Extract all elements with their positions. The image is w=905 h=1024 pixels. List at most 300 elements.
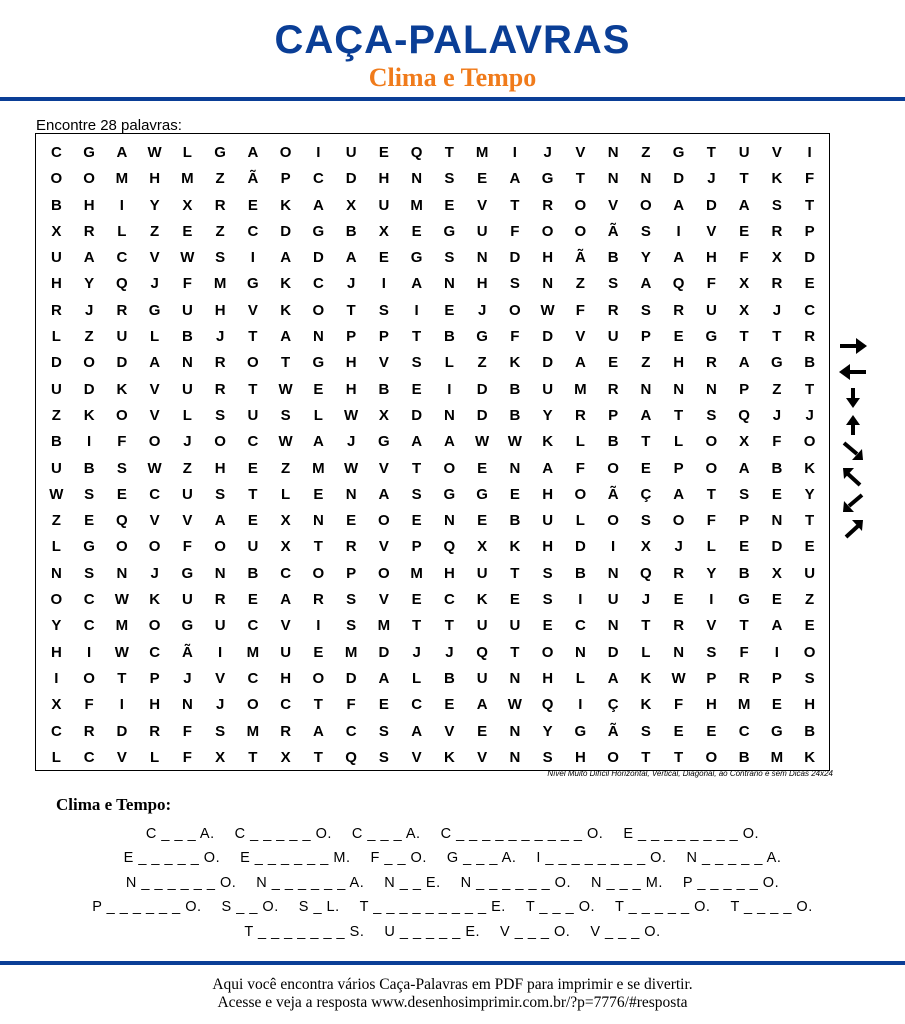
grid-letter: K xyxy=(280,301,292,319)
grid-letter: N xyxy=(771,512,783,530)
grid-letter: R xyxy=(116,301,128,319)
grid-letter: F xyxy=(706,512,716,530)
grid-letter: H xyxy=(542,538,554,556)
clue-word: T _ _ _ _ _ _ _ _ _ E. xyxy=(359,899,506,916)
grid-letter: I xyxy=(709,591,714,609)
grid-letter: Ã xyxy=(607,222,619,240)
grid-letter: X xyxy=(378,406,389,424)
grid-letter: J xyxy=(543,144,552,161)
grid-letter: R xyxy=(214,196,226,214)
grid-letter: F xyxy=(706,275,716,293)
grid-letter: D xyxy=(411,406,423,424)
grid-letter: H xyxy=(542,669,554,687)
difficulty-note: Nível Muito Difícil Horizontal, Vertical, Diagonal, ao Contrário e sem Dicas 24x24 xyxy=(547,769,833,778)
grid-letter: F xyxy=(805,170,815,188)
grid-letter: G xyxy=(410,249,423,267)
grid-letter: W xyxy=(49,485,64,503)
grid-letter: M xyxy=(181,170,194,188)
grid-letter: R xyxy=(705,354,717,372)
grid-letter: D xyxy=(705,196,717,214)
grid-letter: N xyxy=(509,669,521,687)
grid-letter: U xyxy=(181,380,193,398)
grid-letter: I xyxy=(414,301,419,319)
grid-letter: O xyxy=(214,433,226,451)
grid-letter: E xyxy=(247,459,258,477)
grid-letter: R xyxy=(280,722,292,740)
grid-letter: A xyxy=(443,433,455,451)
grid-letter: X xyxy=(640,538,651,556)
clue-list xyxy=(0,822,905,944)
grid-letter: B xyxy=(181,328,193,346)
grid-letter: T xyxy=(674,406,684,424)
grid-letter: Y xyxy=(149,196,160,214)
grid-letter: U xyxy=(738,144,750,161)
grid-letter: E xyxy=(411,222,422,240)
grid-letter: F xyxy=(674,696,684,714)
grid-letter: M xyxy=(344,643,358,661)
grid-letter: S xyxy=(608,275,619,293)
grid-letter: O xyxy=(574,222,587,240)
grid-letter: T xyxy=(248,328,258,346)
grid-letter: K xyxy=(116,380,128,398)
grid-letter: K xyxy=(509,354,521,372)
grid-letter: W xyxy=(475,433,490,451)
grid-letter: S xyxy=(640,222,651,240)
grid-letter: K xyxy=(280,196,292,214)
grid-letter: C xyxy=(247,617,259,635)
grid-letter: E xyxy=(411,591,422,609)
grid-letter: O xyxy=(247,696,259,714)
grid-letter: K xyxy=(771,170,783,188)
grid-letter: H xyxy=(542,485,554,503)
grid-letter: C xyxy=(83,617,95,635)
grid-letter: G xyxy=(672,144,685,161)
grid-letter: R xyxy=(214,380,226,398)
grid-letter: D xyxy=(83,380,95,398)
grid-letter: C xyxy=(804,301,816,319)
grid-letter: E xyxy=(477,170,488,188)
grid-letter: M xyxy=(213,275,227,293)
grid-letter: S xyxy=(444,170,455,188)
grid-letter: X xyxy=(51,222,62,240)
grid-letter: N xyxy=(607,170,619,188)
grid-letter: V xyxy=(215,669,226,687)
grid-letter: U xyxy=(542,512,554,530)
arrow-up-right-icon xyxy=(838,519,868,539)
grid-letter: N xyxy=(542,275,554,293)
grid-letter: X xyxy=(739,433,750,451)
grid-letter: U xyxy=(705,301,717,319)
grid-letter: X xyxy=(280,748,291,766)
grid-letter: C xyxy=(280,564,292,582)
grid-letter: J xyxy=(84,301,94,319)
grid-letter: D xyxy=(116,722,128,740)
grid-letter: O xyxy=(83,354,95,372)
grid-letter: Q xyxy=(116,275,128,293)
grid-letter: D xyxy=(312,249,324,267)
grid-letter: J xyxy=(150,564,159,582)
arrow-up-icon xyxy=(838,415,868,435)
grid-letter: T xyxy=(510,643,520,661)
grid-letter: N xyxy=(443,406,455,424)
grid-letter: Q xyxy=(410,144,423,161)
grid-letter: H xyxy=(149,696,161,714)
grid-letter: J xyxy=(707,170,716,188)
grid-letter: V xyxy=(771,144,782,161)
grid-letter: N xyxy=(509,748,521,766)
grid-letter: C xyxy=(443,591,455,609)
grid-letter: L xyxy=(117,222,127,240)
grid-letter: T xyxy=(510,196,520,214)
grid-letter: A xyxy=(247,144,259,161)
grid-letter: T xyxy=(805,196,815,214)
grid-letter: A xyxy=(378,669,390,687)
grid-letter: W xyxy=(540,301,555,319)
grid-letter: R xyxy=(542,196,554,214)
grid-letter: T xyxy=(510,564,520,582)
clue-word: P _ _ _ _ _ _ O. xyxy=(92,899,202,916)
grid-letter: X xyxy=(182,196,193,214)
footer-line-1: Aqui você encontra vários Caça-Palavras em PDF para imprimir e se divertir. xyxy=(212,976,693,993)
grid-letter: H xyxy=(804,696,816,714)
grid-letter: T xyxy=(575,170,585,188)
grid-letter: I xyxy=(218,643,223,661)
grid-letter: U xyxy=(214,617,226,635)
grid-letter: L xyxy=(575,433,585,451)
grid-letter: S xyxy=(739,485,750,503)
grid-letter: H xyxy=(673,354,685,372)
grid-letter: Z xyxy=(805,591,815,609)
grid-letter: N xyxy=(443,512,455,530)
grid-letter: F xyxy=(772,433,782,451)
grid-letter: R xyxy=(345,538,357,556)
grid-letter: P xyxy=(804,222,815,240)
grid-letter: I xyxy=(119,696,124,714)
grid-letter: T xyxy=(412,617,422,635)
clue-word: N _ _ _ _ _ _ A. xyxy=(256,874,365,891)
grid-letter: O xyxy=(279,144,292,161)
clue-word: S _ _ O. xyxy=(221,899,279,916)
grid-letter: E xyxy=(804,275,815,293)
grid-letter: Q xyxy=(345,748,357,766)
grid-letter: O xyxy=(607,459,619,477)
grid-letter: B xyxy=(804,722,816,740)
grid-letter: D xyxy=(345,669,357,687)
grid-letter: T xyxy=(313,696,323,714)
grid-letter: N xyxy=(312,328,324,346)
grid-letter: U xyxy=(50,249,62,267)
grid-letter: C xyxy=(83,591,95,609)
grid-letter: C xyxy=(50,144,62,161)
grid-letter: T xyxy=(805,512,815,530)
grid-letter: A xyxy=(738,354,750,372)
grid-letter: C xyxy=(574,617,586,635)
grid-letter: B xyxy=(574,564,586,582)
clue-word: I _ _ _ _ _ _ _ _ O. xyxy=(536,850,667,867)
grid-letter: A xyxy=(280,328,292,346)
grid-letter: U xyxy=(509,617,521,635)
grid-letter: K xyxy=(443,748,455,766)
grid-letter: N xyxy=(509,459,521,477)
grid-letter: V xyxy=(477,196,488,214)
grid-letter: D xyxy=(476,380,488,398)
grid-letter: N xyxy=(509,722,521,740)
grid-letter: S xyxy=(509,275,520,293)
grid-letter: S xyxy=(346,591,357,609)
grid-letter: X xyxy=(346,196,357,214)
grid-letter: O xyxy=(148,538,161,556)
direction-legend xyxy=(838,336,874,546)
grid-letter: E xyxy=(477,512,488,530)
grid-letter: T xyxy=(739,617,749,635)
grid-letter: F xyxy=(739,249,749,267)
grid-letter: A xyxy=(673,485,685,503)
grid-letter: X xyxy=(280,512,291,530)
grid-letter: M xyxy=(246,643,260,661)
grid-letter: U xyxy=(378,196,390,214)
grid-letter: I xyxy=(512,144,517,161)
grid-letter: O xyxy=(443,459,456,477)
grid-letter: W xyxy=(344,406,359,424)
grid-letter: D xyxy=(280,222,292,240)
grid-letter: E xyxy=(378,249,389,267)
grid-letter: M xyxy=(475,144,489,161)
grid-letter: M xyxy=(377,617,391,635)
grid-letter: H xyxy=(345,354,357,372)
grid-letter: J xyxy=(477,301,487,319)
grid-letter: E xyxy=(411,512,422,530)
grid-letter: N xyxy=(673,643,685,661)
clue-word: T _ _ _ _ _ _ _ S. xyxy=(244,923,365,940)
grid-letter: H xyxy=(280,669,292,687)
grid-letter: C xyxy=(247,222,259,240)
grid-letter: L xyxy=(150,328,160,346)
grid-letter: U xyxy=(345,144,357,161)
grid-letter: Q xyxy=(443,538,456,556)
grid-letter: F xyxy=(739,643,749,661)
grid-letter: E xyxy=(247,196,258,214)
grid-letter: W xyxy=(114,591,129,609)
grid-letter: R xyxy=(607,380,619,398)
grid-letter: R xyxy=(771,275,783,293)
clue-word: G _ _ _ A. xyxy=(446,850,517,867)
grid-letter: U xyxy=(280,643,292,661)
grid-letter: H xyxy=(50,275,62,293)
grid-letter: J xyxy=(772,301,782,319)
grid-letter: I xyxy=(87,643,92,661)
grid-letter: C xyxy=(116,249,128,267)
clue-word: E _ _ _ _ _ _ _ _ O. xyxy=(623,826,760,842)
grid-letter: L xyxy=(444,354,454,372)
grid-letter: D xyxy=(476,406,488,424)
page-title: CAÇA-PALAVRAS xyxy=(274,18,631,62)
grid-letter: E xyxy=(444,301,455,319)
grid-letter: L xyxy=(706,538,716,556)
grid-letter: C xyxy=(280,696,292,714)
clue-word: N _ _ E. xyxy=(384,874,441,891)
grid-letter: Z xyxy=(150,222,160,240)
grid-letter: L xyxy=(281,485,291,503)
grid-letter: N xyxy=(607,617,619,635)
grid-letter: J xyxy=(150,275,159,293)
grid-letter: T xyxy=(412,459,422,477)
grid-letter: S xyxy=(706,406,717,424)
clue-word: C _ _ _ _ _ _ _ _ _ _ O. xyxy=(440,826,604,842)
grid-letter: B xyxy=(345,222,357,240)
grid-letter: Ã xyxy=(607,485,619,503)
clue-line xyxy=(0,822,905,846)
grid-letter: R xyxy=(738,669,750,687)
grid-letter: E xyxy=(509,591,520,609)
grid-letter: F xyxy=(346,696,356,714)
grid-letter: X xyxy=(771,249,782,267)
grid-letter: S xyxy=(706,643,717,661)
grid-letter: P xyxy=(739,380,750,398)
grid-letter: C xyxy=(345,722,357,740)
grid-letter: V xyxy=(444,722,455,740)
grid-letter: O xyxy=(50,591,63,609)
grid-letter: J xyxy=(772,406,782,424)
grid-letter: D xyxy=(509,249,521,267)
grid-letter: E xyxy=(313,643,324,661)
grid-letter: Y xyxy=(84,275,95,293)
grid-letter: P xyxy=(739,512,750,530)
grid-letter: E xyxy=(247,512,258,530)
grid-letter: D xyxy=(804,249,816,267)
clue-line xyxy=(0,871,905,895)
grid-letter: A xyxy=(149,354,161,372)
grid-letter: O xyxy=(803,643,816,661)
arrow-down-icon xyxy=(838,388,868,408)
grid-letter: J xyxy=(674,538,683,556)
grid-letter: X xyxy=(771,564,782,582)
grid-letter: X xyxy=(280,538,291,556)
grid-letter: F xyxy=(575,301,585,319)
grid-letter: M xyxy=(246,722,260,740)
grid-letter: A xyxy=(345,249,357,267)
clue-word: N _ _ _ M. xyxy=(591,874,663,891)
grid-letter: W xyxy=(278,380,293,398)
grid-letter: B xyxy=(771,459,783,477)
grid-letter: S xyxy=(346,617,357,635)
grid-letter: Z xyxy=(281,459,291,477)
grid-letter: V xyxy=(608,196,619,214)
grid-letter: C xyxy=(247,433,259,451)
grid-letter: C xyxy=(247,669,259,687)
grid-letter: G xyxy=(378,433,390,451)
grid-letter: W xyxy=(114,643,129,661)
word-search-grid xyxy=(40,140,826,771)
grid-letter: R xyxy=(149,722,161,740)
grid-letter: U xyxy=(542,380,554,398)
grid-letter: L xyxy=(575,669,585,687)
grid-letter: O xyxy=(312,301,325,319)
grid-letter: P xyxy=(280,170,291,188)
grid-letter: J xyxy=(183,433,192,451)
grid-letter: U xyxy=(116,328,128,346)
grid-letter: N xyxy=(640,380,652,398)
grid-letter: Z xyxy=(182,459,192,477)
grid-letter: G xyxy=(83,144,95,161)
grid-letter: V xyxy=(149,249,160,267)
grid-letter: Y xyxy=(542,406,553,424)
grid-letter: T xyxy=(444,617,454,635)
grid-letter: F xyxy=(182,275,192,293)
grid-letter: O xyxy=(607,512,619,530)
grid-letter: T xyxy=(641,617,651,635)
grid-letter: S xyxy=(215,249,226,267)
grid-letter: W xyxy=(147,144,162,161)
grid-letter: E xyxy=(182,222,193,240)
grid-letter: K xyxy=(640,669,652,687)
grid-letter: I xyxy=(250,249,255,267)
grid-letter: Ã xyxy=(574,249,586,267)
instructions: Encontre 28 palavras: xyxy=(36,117,182,134)
grid-letter: B xyxy=(607,433,619,451)
grid-letter: Z xyxy=(51,512,61,530)
grid-letter: L xyxy=(51,538,61,556)
grid-letter: D xyxy=(542,354,554,372)
grid-letter: F xyxy=(510,328,520,346)
grid-letter: O xyxy=(148,433,161,451)
grid-letter: G xyxy=(541,170,554,188)
grid-letter: E xyxy=(477,459,488,477)
grid-letter: F xyxy=(182,748,192,766)
grid-letter: S xyxy=(378,722,389,740)
grid-letter: H xyxy=(574,748,586,766)
grid-letter: E xyxy=(444,196,455,214)
grid-letter: P xyxy=(378,328,389,346)
grid-letter: B xyxy=(83,459,95,477)
grid-letter: A xyxy=(509,170,521,188)
grid-letter: U xyxy=(181,485,193,503)
grid-letter: R xyxy=(50,301,62,319)
grid-letter: Y xyxy=(542,722,553,740)
grid-letter: S xyxy=(542,591,553,609)
grid-letter: T xyxy=(313,538,323,556)
grid-letter: O xyxy=(312,669,325,687)
grid-letter: I xyxy=(316,617,321,635)
grid-letter: E xyxy=(411,380,422,398)
grid-letter: K xyxy=(280,275,292,293)
grid-letter: E xyxy=(477,722,488,740)
grid-letter: W xyxy=(344,459,359,477)
grid-letter: S xyxy=(215,485,226,503)
grid-letter: Z xyxy=(477,354,487,372)
grid-letter: I xyxy=(807,144,812,161)
grid-letter: T xyxy=(346,301,356,319)
grid-letter: E xyxy=(313,485,324,503)
grid-letter: I xyxy=(87,433,92,451)
grid-letter: O xyxy=(83,170,95,188)
grid-letter: N xyxy=(574,643,586,661)
grid-letter: T xyxy=(739,328,749,346)
grid-letter: H xyxy=(149,170,161,188)
grid-letter: U xyxy=(476,222,488,240)
grid-letter: K xyxy=(476,591,488,609)
grid-letter: V xyxy=(280,617,291,635)
grid-letter: N xyxy=(640,170,652,188)
grid-letter: V xyxy=(706,222,717,240)
grid-letter: B xyxy=(738,564,750,582)
grid-letter: I xyxy=(578,696,583,714)
grid-letter: S xyxy=(215,406,226,424)
grid-letter: A xyxy=(640,275,652,293)
word-search-grid-frame xyxy=(35,133,830,771)
grid-letter: E xyxy=(378,144,389,161)
grid-letter: L xyxy=(182,406,192,424)
grid-letter: T xyxy=(248,748,258,766)
